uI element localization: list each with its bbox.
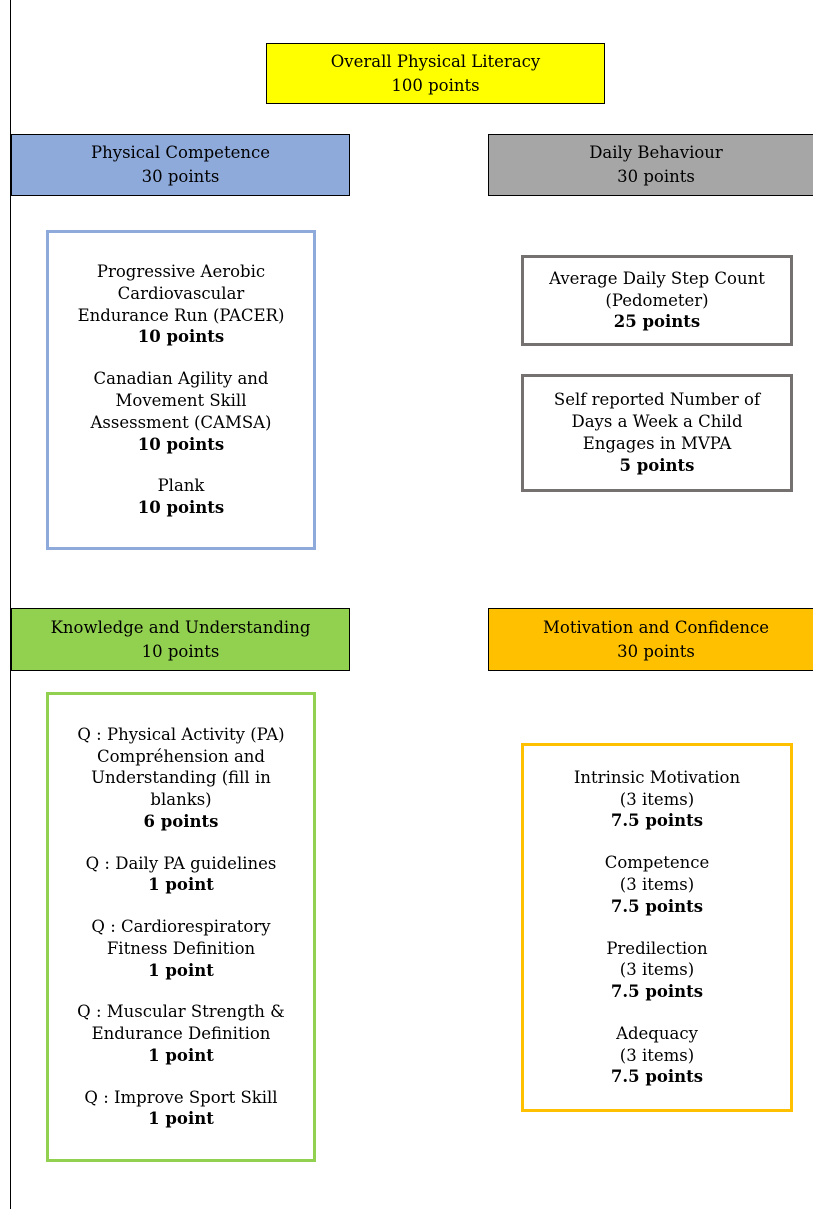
behaviour-points: 30 points — [617, 167, 695, 186]
knowledge-item: Q : Cardiorespiratory Fitness Definition 1 point — [91, 917, 271, 980]
item-points: 7.5 points — [610, 1067, 704, 1087]
competence-item: Plank 10 points — [137, 476, 225, 518]
knowledge-item: Q : Improve Sport Skill 1 point — [84, 1087, 278, 1129]
motivation-item: Adequacy (3 items) 7.5 points — [610, 1023, 704, 1087]
motivation-item: Competence (3 items) 7.5 points — [604, 853, 710, 916]
motivation-points: 30 points — [617, 641, 695, 661]
item-points: 7.5 points — [610, 896, 704, 916]
knowledge-item: Q : Daily PA guidelines 1 point — [85, 853, 277, 895]
item-points: 7.5 points — [610, 811, 704, 831]
item-points: 10 points — [137, 498, 225, 518]
competence-items-box — [46, 230, 316, 550]
item-points: 1 point — [148, 960, 214, 980]
competence-points: 30 points — [141, 167, 220, 186]
item-points: 1 point — [148, 1109, 214, 1129]
knowledge-item: Q : Muscular Strength & Endurance Definition 1 point — [77, 1002, 285, 1065]
overall-physical-literacy-box — [266, 43, 605, 104]
mvpa-days-box: Self reported Number of Days a Week a Child Engages in MVPA 5 points — [521, 374, 793, 492]
competence-title: Physical Competence — [91, 143, 270, 163]
daily-behaviour-header — [488, 134, 813, 196]
knowledge-title: Knowledge and Understanding — [50, 617, 311, 637]
item-points: 10 points — [137, 327, 225, 347]
knowledge-items-box — [46, 692, 316, 1162]
knowledge-points: 10 points — [141, 641, 220, 661]
item-points: 25 points — [613, 312, 701, 332]
physical-competence-header — [11, 134, 350, 196]
competence-item: Progressive Aerobic Cardiovascular Endurance Run (PACER) 10 points — [77, 262, 285, 347]
overall-title: Overall Physical Literacy — [330, 51, 541, 71]
item-points: 1 point — [148, 875, 214, 895]
competence-item: Canadian Agility and Movement Skill Assessment (CAMSA) 10 points — [90, 369, 272, 454]
knowledge-understanding-header — [11, 608, 350, 671]
step-count-box: Average Daily Step Count (Pedometer) 25 points — [521, 255, 793, 346]
knowledge-item: Q : Physical Activity (PA) Compréhension and Understanding (fill in blanks) 6 points — [77, 724, 285, 831]
item-points: 6 points — [143, 811, 219, 831]
motivation-title: Motivation and Confidence — [542, 617, 770, 637]
behaviour-title: Daily Behaviour — [589, 143, 723, 163]
item-points: 7.5 points — [610, 982, 704, 1002]
motivation-confidence-header — [488, 608, 813, 671]
motivation-items-box — [521, 743, 793, 1112]
item-points: 1 point — [148, 1045, 214, 1065]
overall-points: 100 points — [391, 75, 480, 95]
motivation-item: Predilection (3 items) 7.5 points — [606, 938, 708, 1002]
item-points: 10 points — [137, 434, 225, 454]
item-points: 5 points — [619, 455, 695, 475]
motivation-item: Intrinsic Motivation (3 items) 7.5 points — [573, 767, 741, 831]
